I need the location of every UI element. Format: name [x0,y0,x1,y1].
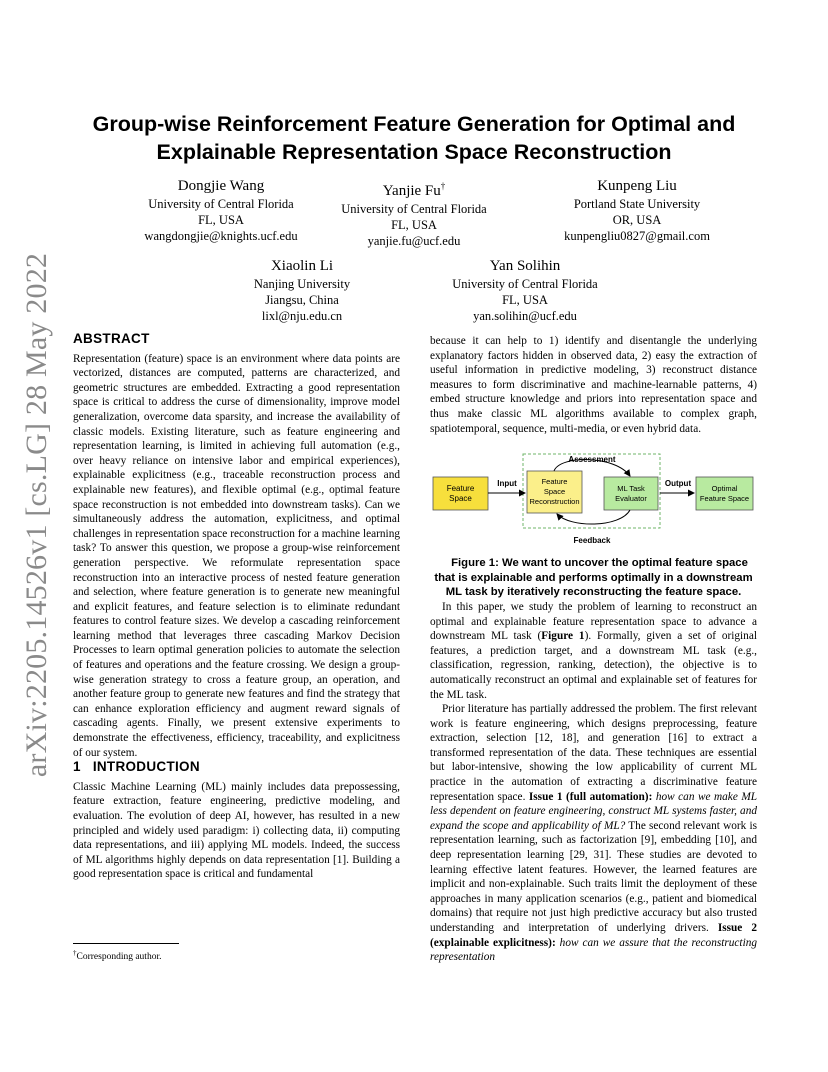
author-name: Xiaolin Li [270,258,334,274]
author-email: yan.solihin@ucf.edu [473,309,577,324]
author-name: Kunpeng Liu [597,178,677,194]
author-email: yanjie.fu@ucf.edu [367,234,461,249]
feedback-label: Feedback [573,536,611,546]
author-affiliation: Nanjing University [253,277,351,291]
arxiv-identifier: arXiv:2205.14526v1 [cs.LG] 28 May 2022 [20,252,54,778]
evaluator-label-2: Evaluator [615,494,647,504]
footnote-rule [73,943,179,944]
section-number: 1 [73,759,81,775]
section-title: INTRODUCTION [92,759,200,775]
evaluator-label-1: ML Task [617,484,645,494]
footnote [73,947,161,963]
figure-caption: Figure 1: We want to uncover the optimal feature space that is explainable and performs optimally in a downstream ML task by iteratively reconstructing the feature space. [434,557,753,599]
reconstruction-label-2: Space [543,487,566,497]
reconstruction-label-3: Reconstruction [529,497,580,507]
issue-1-label: Issue 1 (full automation): [528,790,653,803]
assessment-label: Assessment [568,455,616,465]
footnote-text: Corresponding author. [76,952,162,963]
author-location: FL, USA [502,293,548,308]
issue-1-question: how can we make ML less dependent on feature engineering, construct ML systems faster, and expand the scope and applicability of ML? [430,790,758,832]
right-column [430,334,757,965]
title-line-2: Explainable Representation Space Reconstruction [156,140,672,164]
author-email: lixl@nju.edu.cn [261,309,343,324]
paragraph-problem: In this paper, we study the problem of learning to reconstruct an optimal and explainable feature representation space to advance a downstream ML task (Figure 1). Formally, given a set of original features, a prediction target, and a downstream ML task (e.g., classification, regression, ranking, detection), the objective is to automatically reconstruct an optimal and explainable set of features for the ML task. [430,600,757,701]
reconstruction-label-1: Feature [541,477,568,487]
abstract-heading: ABSTRACT [73,331,150,346]
input-label: Input [497,479,517,489]
figure-1 [430,450,757,550]
author-block [522,176,752,245]
feature-space-label-2: Space [449,494,472,504]
optimal-label-2: Feature Space [699,494,750,504]
author-location: Jiangsu, China [265,293,339,308]
arxiv-sidebar [14,252,60,778]
author-name: Dongjie Wang [177,178,265,194]
title-line-1: Group-wise Reinforcement Feature Generation for Optimal and [92,112,736,136]
author-email: wangdongjie@knights.ucf.edu [144,229,298,244]
author-affiliation: Portland State University [573,197,701,211]
corresponding-mark: † [440,181,446,191]
intro-continuation: because it can help to 1) identify and disentangle the underlying explanatory factors hidden in observed data, 2) easy the extraction of useful information in predictive modeling, 3) reconstruct distance measures to form discriminative and machine-learnable patterns, 4) embed structure knowledge and priors into representation space and thus make classic ML algorithms available to complex graph, spatiotemporal, sequence, multi-media, or even hybrid data. [430,335,757,435]
abstract-text: Representation (feature) space is an environment where data points are vectorized, distances are computed, patterns are characterized, and geometric structures are embedded. Extracting a good representation space is critical to address the curse of dimensionality, improve model generalization, overcome data sparsity, and increase the availability of classic models. Existing literature, such as feature engineering and representation learning, is limited in achieving full automation (e.g., over heavy reliance on intensive labor and empirical experiences), explainable explicitness (e.g., traceable reconstruction process and explainable new features), and flexible optimal (e.g., optimal feature space reconstruction is not embedded into downstream tasks). Can we simultaneously address the automation, explicitness, and optimal challenges in representation space reconstruction for a machine learning task? To answer this question, we propose a group-wise reinforcement generation perspective. We reformulate representation space reconstruction into an interactive process of nested feature generation and selection, where feature generation is to generate new meaningful and explicit features, and feature selection is to eliminate redundant features to control feature sizes. We develop a cascading reinforcement learning method that leverages three cascading Markov Decision Processes to learn optimal generation policies to automate the selection of features and operations and the feature crossing. We design a group-wise generation strategy to cross a feature group, an operation, and another feature group to generate new features and find the strategy that can enhance exploration efficiency and augment reward signals of cascading agents. Finally, we present extensive experiments to demonstrate the effectiveness, efficiency, traceability, and explicitness of our system. [73,352,400,759]
author-block [410,256,640,325]
author-affiliation: University of Central Florida [452,277,598,291]
author-affiliation: University of Central Florida [341,202,487,216]
author-location: OR, USA [612,213,662,228]
introduction-heading [73,760,400,775]
author-affiliation: University of Central Florida [148,197,294,211]
author-block [187,256,417,325]
author-block [299,176,529,250]
left-column [73,332,400,882]
optimal-label-1: Optimal [711,484,738,494]
issue-2-label: Issue 2 (explainable explicitness): [430,922,757,949]
issue-2-question: how can we assure that the reconstructing representation [430,936,758,964]
output-label: Output [664,479,692,489]
footnote-mark: † [73,949,77,957]
paper-title [60,110,768,166]
feature-space-label-1: Feature [446,484,475,494]
author-location: FL, USA [198,213,244,228]
figure-1-diagram [430,450,757,550]
author-name: Yan Solihin [489,258,561,274]
figure-ref: Figure 1 [541,630,585,643]
paragraph-prior-literature: Prior literature has partially addressed the problem. The first relevant work is feature engineering, which designs preprocessing, feature extraction, selection [12, 18], and generation [16] to extract a transformed representation of the data. These techniques are essential but labor-intensive, showing the low applicability of current ML practice in the automation of extracting a discriminative feature representation space. Issue 1 (full automation): how can we make ML less dependent on feature engineering, construct ML systems faster, and expand the scope and applicability of ML? The second relevant work is representation learning, such as factorization [9], embedding [10], and deep representation learning [29, 31]. These studies are devoted to learning effective latent features. However, the learned features are implicit and non-explainable. Such traits limit the deployment of these approaches in many application scenarios (e.g., patient and biomedical domains) that require not just high predictive accuracy but also trusted understanding and interpretation of underlying drivers. Issue 2 (explainable explicitness): how can we assure that the reconstructing representation [430,703,758,964]
intro-paragraph: Classic Machine Learning (ML) mainly includes data prepossessing, feature extraction, feature engineering, predictive modeling, and evaluation. The evolution of deep AI, however, has resulted in a new principled and widely used paradigm: i) collecting data, ii) computing data representations, and iii) applying ML models. Indeed, the success of ML algorithms highly depends on data representation [1]. Building a good representation space is critical and fundamental [73,780,400,881]
author-email: kunpengliu0827@gmail.com [564,229,710,244]
author-location: FL, USA [391,218,437,233]
author-name: Yanjie Fu [382,183,441,199]
